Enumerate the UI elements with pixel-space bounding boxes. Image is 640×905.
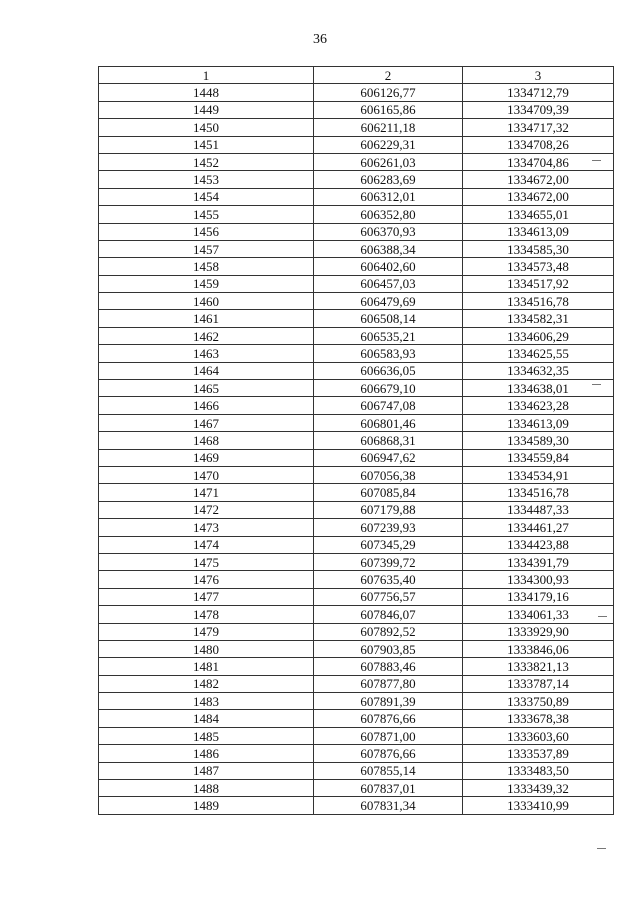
- y-coordinate-cell: 1334516,78: [463, 293, 614, 310]
- y-coordinate-cell: 1333787,14: [463, 675, 614, 692]
- page-number: 36: [313, 32, 327, 47]
- x-coordinate-cell: 606747,08: [314, 397, 463, 414]
- point-number-cell: 1461: [99, 310, 314, 327]
- point-number-cell: 1481: [99, 658, 314, 675]
- y-coordinate-cell: 1334585,30: [463, 240, 614, 257]
- y-coordinate-cell: 1334709,39: [463, 101, 614, 118]
- x-coordinate-cell: 607756,57: [314, 588, 463, 605]
- y-coordinate-cell: 1333410,99: [463, 797, 614, 814]
- point-number-cell: 1489: [99, 797, 314, 814]
- table-row: [99, 675, 614, 692]
- x-coordinate-cell: 607837,01: [314, 780, 463, 797]
- scan-mark: [598, 616, 607, 617]
- y-coordinate-cell: 1334606,29: [463, 327, 614, 344]
- point-number-cell: 1467: [99, 414, 314, 431]
- point-number-cell: 1480: [99, 640, 314, 657]
- point-number-cell: 1460: [99, 293, 314, 310]
- x-coordinate-cell: 606283,69: [314, 171, 463, 188]
- x-coordinate-cell: 606508,14: [314, 310, 463, 327]
- x-coordinate-cell: 606479,69: [314, 293, 463, 310]
- table-row: [99, 84, 614, 101]
- point-number-cell: 1477: [99, 588, 314, 605]
- x-coordinate-cell: 607399,72: [314, 553, 463, 570]
- y-coordinate-cell: 1334589,30: [463, 432, 614, 449]
- point-number-cell: 1488: [99, 780, 314, 797]
- x-coordinate-cell: 606402,60: [314, 258, 463, 275]
- point-number-cell: 1472: [99, 501, 314, 518]
- x-coordinate-cell: 607892,52: [314, 623, 463, 640]
- table-row: [99, 693, 614, 710]
- point-number-cell: 1486: [99, 745, 314, 762]
- point-number-cell: 1475: [99, 553, 314, 570]
- x-coordinate-cell: 606388,34: [314, 240, 463, 257]
- table-row: [99, 153, 614, 170]
- table-row: [99, 449, 614, 466]
- table-row: [99, 171, 614, 188]
- y-coordinate-cell: 1333603,60: [463, 727, 614, 744]
- y-coordinate-cell: 1334179,16: [463, 588, 614, 605]
- point-number-cell: 1479: [99, 623, 314, 640]
- point-number-cell: 1465: [99, 380, 314, 397]
- x-coordinate-cell: 606312,01: [314, 188, 463, 205]
- x-coordinate-cell: 607876,66: [314, 745, 463, 762]
- y-coordinate-cell: 1334632,35: [463, 362, 614, 379]
- y-coordinate-cell: 1334559,84: [463, 449, 614, 466]
- x-coordinate-cell: 607831,34: [314, 797, 463, 814]
- y-coordinate-cell: 1334625,55: [463, 345, 614, 362]
- table-row: [99, 258, 614, 275]
- scan-mark: [592, 160, 601, 161]
- point-number-cell: 1476: [99, 571, 314, 588]
- table-header-row: [99, 67, 614, 84]
- point-number-cell: 1456: [99, 223, 314, 240]
- point-number-cell: 1487: [99, 762, 314, 779]
- point-number-cell: 1474: [99, 536, 314, 553]
- x-coordinate-cell: 606868,31: [314, 432, 463, 449]
- point-number-cell: 1455: [99, 206, 314, 223]
- x-coordinate-cell: 607876,66: [314, 710, 463, 727]
- table-row: [99, 327, 614, 344]
- y-coordinate-cell: 1334672,00: [463, 171, 614, 188]
- y-coordinate-cell: 1334655,01: [463, 206, 614, 223]
- table-row: [99, 553, 614, 570]
- table-row: [99, 501, 614, 518]
- y-coordinate-cell: 1334613,09: [463, 223, 614, 240]
- x-coordinate-cell: 607871,00: [314, 727, 463, 744]
- column-header-1: 1: [99, 67, 314, 84]
- point-number-cell: 1482: [99, 675, 314, 692]
- point-number-cell: 1485: [99, 727, 314, 744]
- x-coordinate-cell: 606457,03: [314, 275, 463, 292]
- point-number-cell: 1448: [99, 84, 314, 101]
- y-coordinate-cell: 1333846,06: [463, 640, 614, 657]
- table-row: [99, 466, 614, 483]
- y-coordinate-cell: 1334461,27: [463, 519, 614, 536]
- point-number-cell: 1470: [99, 466, 314, 483]
- scan-mark: [597, 848, 606, 849]
- table-row: [99, 797, 614, 814]
- point-number-cell: 1453: [99, 171, 314, 188]
- y-coordinate-cell: 1334582,31: [463, 310, 614, 327]
- x-coordinate-cell: 606261,03: [314, 153, 463, 170]
- coordinates-table: [98, 66, 614, 815]
- x-coordinate-cell: 606947,62: [314, 449, 463, 466]
- x-coordinate-cell: 607855,14: [314, 762, 463, 779]
- table-body: [99, 84, 614, 814]
- y-coordinate-cell: 1334712,79: [463, 84, 614, 101]
- y-coordinate-cell: 1334704,86: [463, 153, 614, 170]
- x-coordinate-cell: 607056,38: [314, 466, 463, 483]
- point-number-cell: 1464: [99, 362, 314, 379]
- table-row: [99, 397, 614, 414]
- y-coordinate-cell: 1334573,48: [463, 258, 614, 275]
- y-coordinate-cell: 1333537,89: [463, 745, 614, 762]
- point-number-cell: 1468: [99, 432, 314, 449]
- x-coordinate-cell: 606801,46: [314, 414, 463, 431]
- scan-mark: [592, 384, 601, 385]
- point-number-cell: 1463: [99, 345, 314, 362]
- x-coordinate-cell: 606211,18: [314, 119, 463, 136]
- y-coordinate-cell: 1334391,79: [463, 553, 614, 570]
- point-number-cell: 1471: [99, 484, 314, 501]
- y-coordinate-cell: 1334061,33: [463, 606, 614, 623]
- point-number-cell: 1462: [99, 327, 314, 344]
- y-coordinate-cell: 1334717,32: [463, 119, 614, 136]
- table-row: [99, 623, 614, 640]
- point-number-cell: 1478: [99, 606, 314, 623]
- table-row: [99, 762, 614, 779]
- point-number-cell: 1451: [99, 136, 314, 153]
- y-coordinate-cell: 1333678,38: [463, 710, 614, 727]
- y-coordinate-cell: 1333929,90: [463, 623, 614, 640]
- x-coordinate-cell: 607239,93: [314, 519, 463, 536]
- x-coordinate-cell: 607883,46: [314, 658, 463, 675]
- table-row: [99, 293, 614, 310]
- x-coordinate-cell: 607903,85: [314, 640, 463, 657]
- x-coordinate-cell: 606535,21: [314, 327, 463, 344]
- table-row: [99, 206, 614, 223]
- y-coordinate-cell: 1334613,09: [463, 414, 614, 431]
- point-number-cell: 1449: [99, 101, 314, 118]
- point-number-cell: 1469: [99, 449, 314, 466]
- table-row: [99, 780, 614, 797]
- x-coordinate-cell: 607891,39: [314, 693, 463, 710]
- point-number-cell: 1458: [99, 258, 314, 275]
- table-row: [99, 484, 614, 501]
- y-coordinate-cell: 1334300,93: [463, 571, 614, 588]
- y-coordinate-cell: 1333483,50: [463, 762, 614, 779]
- table-row: [99, 571, 614, 588]
- table-row: [99, 658, 614, 675]
- column-header-2: 2: [314, 67, 463, 84]
- column-header-3: 3: [463, 67, 614, 84]
- table-row: [99, 519, 614, 536]
- table-row: [99, 432, 614, 449]
- table-row: [99, 188, 614, 205]
- x-coordinate-cell: 606636,05: [314, 362, 463, 379]
- x-coordinate-cell: 607085,84: [314, 484, 463, 501]
- point-number-cell: 1484: [99, 710, 314, 727]
- table-row: [99, 119, 614, 136]
- table-row: [99, 275, 614, 292]
- x-coordinate-cell: 607345,29: [314, 536, 463, 553]
- y-coordinate-cell: 1334423,88: [463, 536, 614, 553]
- table-row: [99, 745, 614, 762]
- x-coordinate-cell: 606370,93: [314, 223, 463, 240]
- point-number-cell: 1459: [99, 275, 314, 292]
- y-coordinate-cell: 1334638,01: [463, 380, 614, 397]
- point-number-cell: 1450: [99, 119, 314, 136]
- point-number-cell: 1457: [99, 240, 314, 257]
- table-row: [99, 362, 614, 379]
- table-row: [99, 588, 614, 605]
- table-row: [99, 414, 614, 431]
- table-row: [99, 240, 614, 257]
- table-row: [99, 640, 614, 657]
- table-row: [99, 136, 614, 153]
- y-coordinate-cell: 1333439,32: [463, 780, 614, 797]
- x-coordinate-cell: 607846,07: [314, 606, 463, 623]
- y-coordinate-cell: 1334516,78: [463, 484, 614, 501]
- y-coordinate-cell: 1334672,00: [463, 188, 614, 205]
- point-number-cell: 1483: [99, 693, 314, 710]
- x-coordinate-cell: 607179,88: [314, 501, 463, 518]
- x-coordinate-cell: 606679,10: [314, 380, 463, 397]
- x-coordinate-cell: 606229,31: [314, 136, 463, 153]
- x-coordinate-cell: 606583,93: [314, 345, 463, 362]
- x-coordinate-cell: 607877,80: [314, 675, 463, 692]
- y-coordinate-cell: 1334517,92: [463, 275, 614, 292]
- point-number-cell: 1452: [99, 153, 314, 170]
- y-coordinate-cell: 1333821,13: [463, 658, 614, 675]
- table-row: [99, 345, 614, 362]
- y-coordinate-cell: 1334708,26: [463, 136, 614, 153]
- y-coordinate-cell: 1334487,33: [463, 501, 614, 518]
- table-row: [99, 380, 614, 397]
- table-row: [99, 101, 614, 118]
- table-row: [99, 310, 614, 327]
- y-coordinate-cell: 1334534,91: [463, 466, 614, 483]
- table-row: [99, 606, 614, 623]
- table-row: [99, 223, 614, 240]
- x-coordinate-cell: 607635,40: [314, 571, 463, 588]
- table-row: [99, 727, 614, 744]
- table-row: [99, 536, 614, 553]
- point-number-cell: 1466: [99, 397, 314, 414]
- y-coordinate-cell: 1333750,89: [463, 693, 614, 710]
- table-row: [99, 710, 614, 727]
- x-coordinate-cell: 606165,86: [314, 101, 463, 118]
- x-coordinate-cell: 606352,80: [314, 206, 463, 223]
- x-coordinate-cell: 606126,77: [314, 84, 463, 101]
- point-number-cell: 1454: [99, 188, 314, 205]
- y-coordinate-cell: 1334623,28: [463, 397, 614, 414]
- point-number-cell: 1473: [99, 519, 314, 536]
